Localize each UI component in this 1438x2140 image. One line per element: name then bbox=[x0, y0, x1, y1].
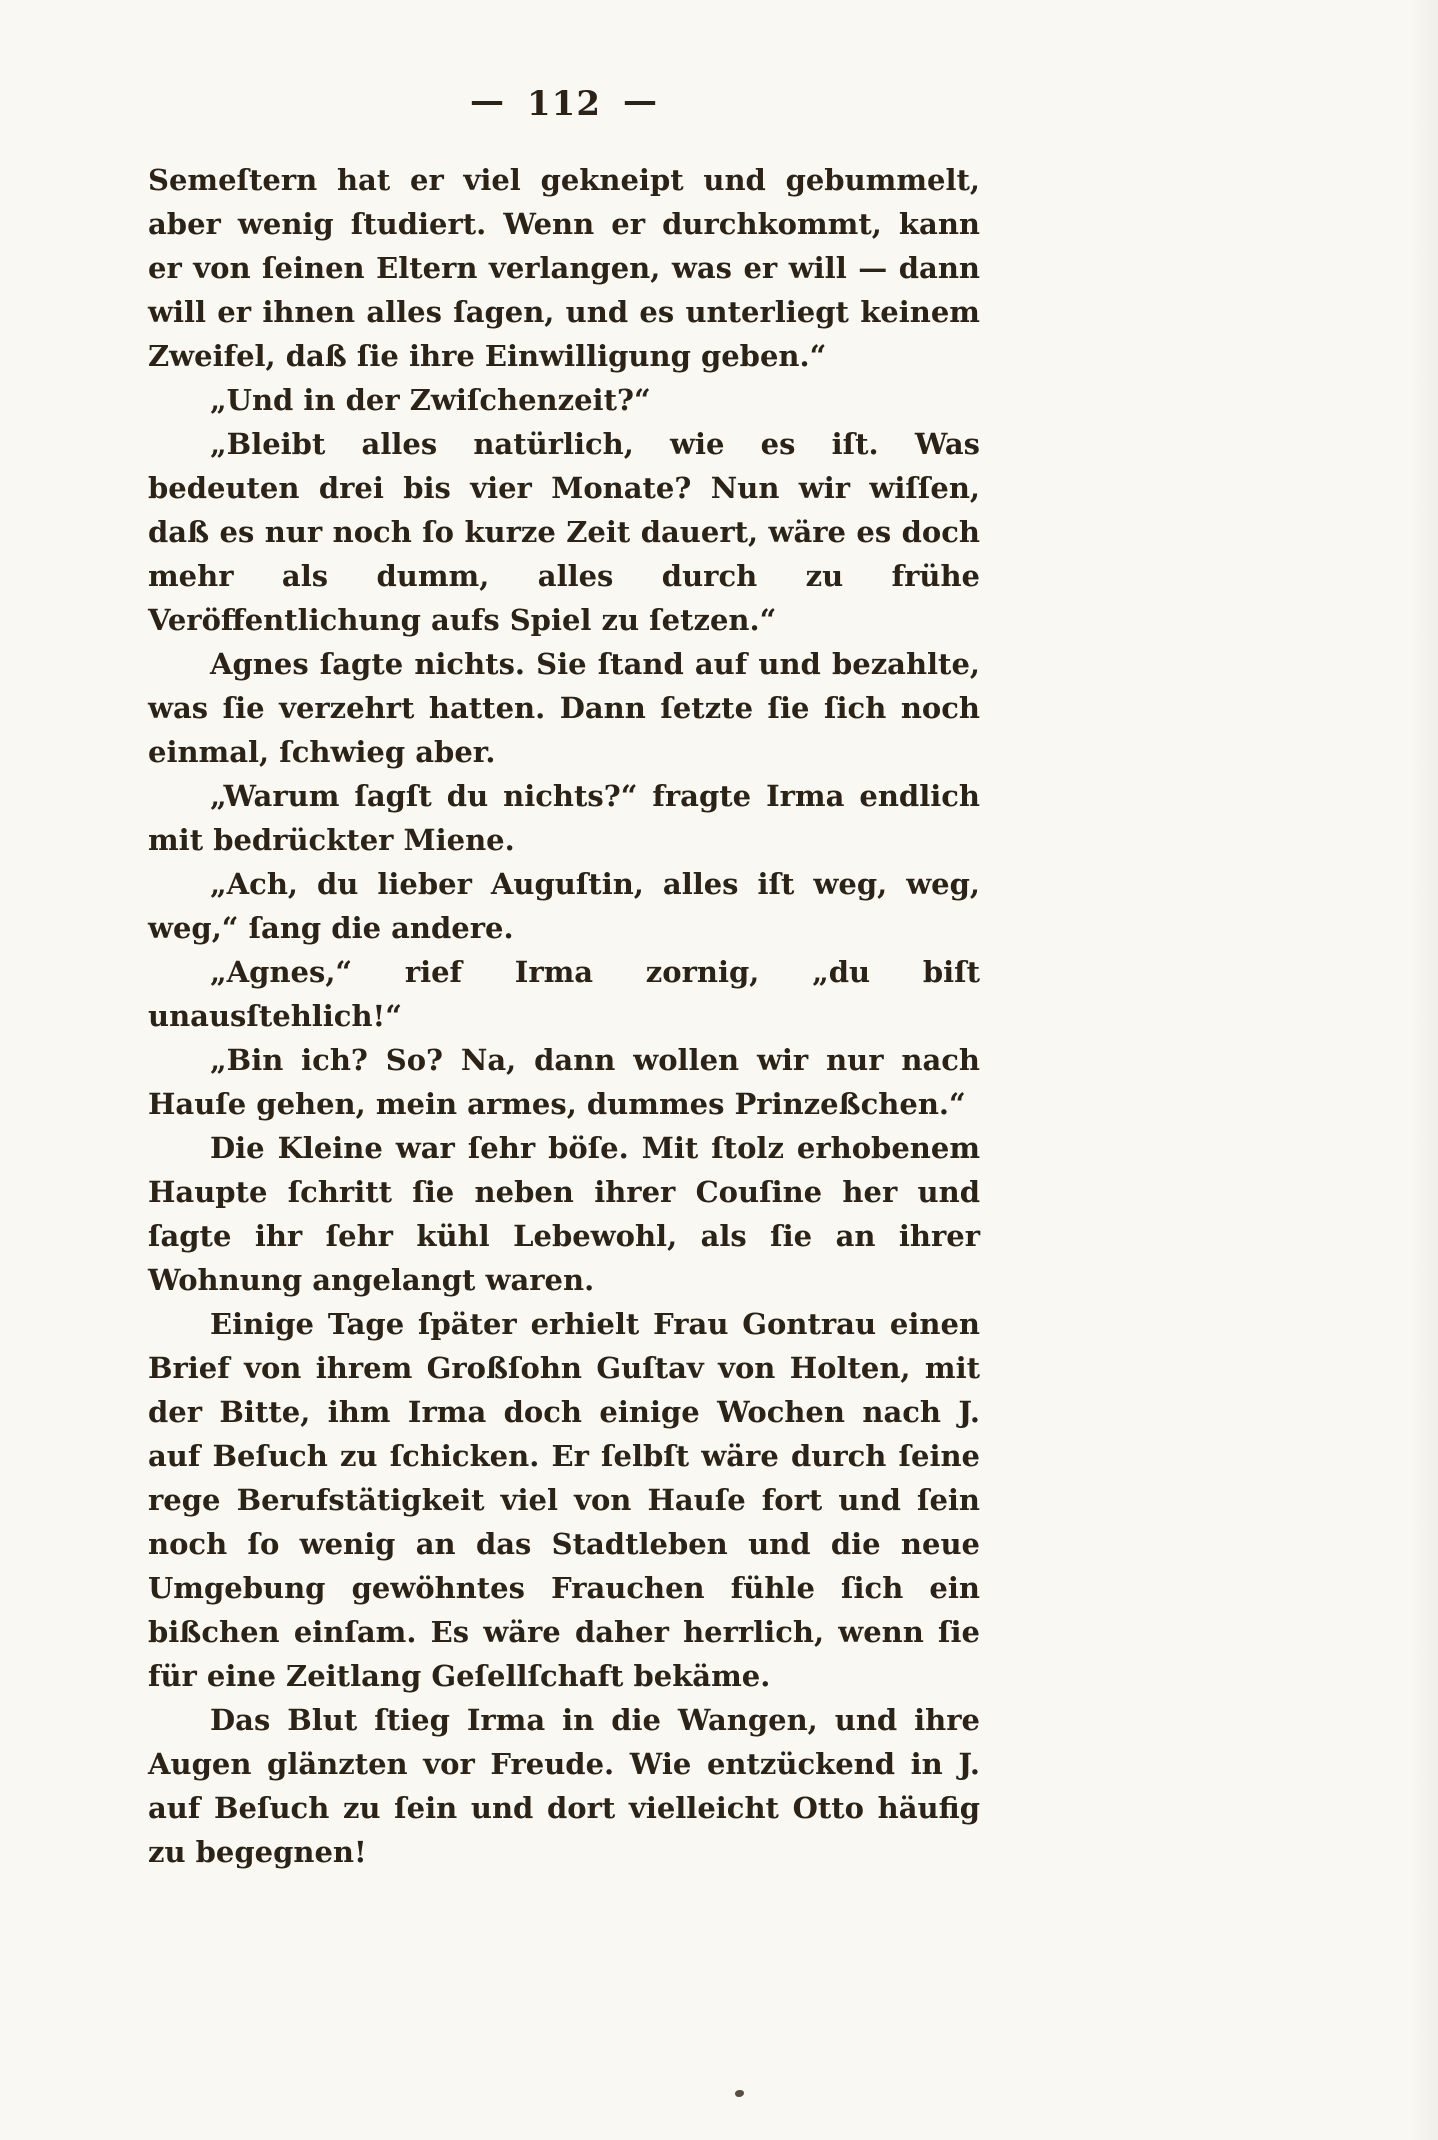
body-text bbox=[148, 158, 980, 1874]
paragraph: Einige Tage ſpäter erhielt Frau Gontrau einen Brief von ihrem Großſohn Guſtav von Holten, mit der Bitte, ihm Irma doch einige Wochen nach J. auf Beſuch zu ſchicken. Er ſelbſt wäre durch ſeine rege Berufstätigkeit viel von Hauſe fort und ſein noch ſo wenig an das Stadtleben und die neue Umgebung gewöhntes Frauchen fühle ſich ein bißchen einſam. Es wäre daher herrlich, wenn ſie für eine Zeitlang Geſellſchaft bekäme. bbox=[148, 1307, 980, 1693]
page-header bbox=[148, 81, 980, 124]
paragraph: „Bin ich? So? Na, dann wollen wir nur nach Hauſe gehen, mein armes, dummes Prinzeßchen.“ bbox=[148, 1043, 980, 1121]
text-column bbox=[148, 81, 980, 1874]
paragraph: Agnes ſagte nichts. Sie ſtand auf und bezahlte, was ſie verzehrt hatten. Dann ſetzte ſie ſich noch einmal, ſchwieg aber. bbox=[148, 647, 980, 769]
paragraph: „Agnes,“ rief Irma zornig, „du biſt unausſtehlich!“ bbox=[148, 955, 980, 1033]
paragraph: „Warum ſagſt du nichts?“ fragte Irma endlich mit bedrückter Miene. bbox=[148, 779, 980, 857]
page-edge-shade bbox=[1408, 0, 1438, 2140]
paragraph: Die Kleine war ſehr böſe. Mit ſtolz erhobenem Haupte ſchritt ſie neben ihrer Couſine her und ſagte ihr ſehr kühl Lebewohl, als ſie an ihrer Wohnung angelangt waren. bbox=[148, 1131, 980, 1297]
ink-speck bbox=[735, 2090, 744, 2097]
header-dash-right: — bbox=[622, 81, 658, 121]
paragraph: Das Blut ſtieg Irma in die Wangen, und ihre Augen glänzten vor Freude. Wie entzückend in J. auf Beſuch zu ſein und dort vielleicht Otto häufig zu begegnen! bbox=[148, 1703, 980, 1869]
paragraph: „Und in der Zwiſchenzeit?“ bbox=[210, 383, 651, 417]
paragraph: „Bleibt alles natürlich, wie es iſt. Was bedeuten drei bis vier Monate? Nun wir wiſſen, daß es nur noch ſo kurze Zeit dauert, wäre es doch mehr als dumm, alles durch zu frühe Veröffentlichung aufs Spiel zu ſetzen.“ bbox=[148, 427, 980, 637]
page-number: 112 bbox=[527, 84, 601, 124]
header-dash-left: — bbox=[470, 81, 505, 121]
paragraph: „Ach, du lieber Auguſtin, alles iſt weg, weg, weg,“ ſang die andere. bbox=[148, 867, 980, 945]
paragraph: Semeſtern hat er viel gekneipt und gebummelt, aber wenig ſtudiert. Wenn er durchkommt, kann er von ſeinen Eltern verlangen, was er will — dann will er ihnen alles ſagen, und es unterliegt keinem Zweifel, daß ſie ihre Einwilligung geben.“ bbox=[148, 163, 980, 373]
